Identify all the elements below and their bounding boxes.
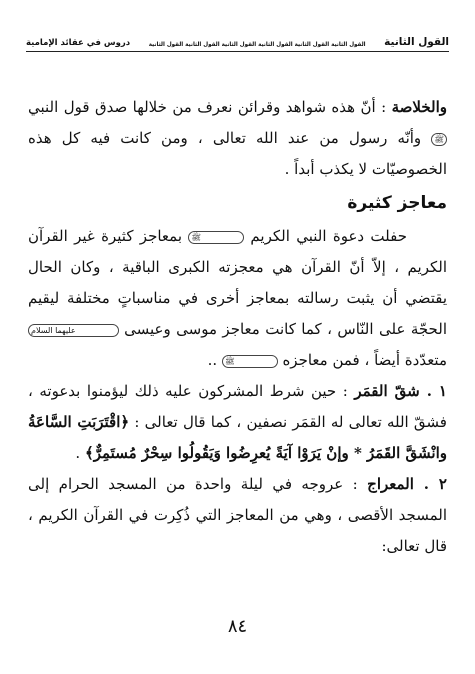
quran-verse: ﴿اقْتَرَبَتِ السَّاعَةُ وانْشَقَّ القَمَرُ * وإنْ يَرَوْا آيَةً يُعرِضُوا وَيَقُولُوا سِحْرٌ مُستَمِرٌّ﴾ — [28, 413, 447, 462]
conclusion-label: والخلاصة — [391, 98, 447, 116]
pbuh-symbol: ﷺ — [222, 355, 278, 368]
conclusion-text-2: وأنّه رسول من عند الله تعالى ، ومن كانت فيه كل هذه الخصوصيّات لا يكذب أبداً . — [28, 129, 447, 178]
pbuh-symbol: ﷺ — [188, 231, 244, 244]
pbuh-symbol: ﷺ — [431, 133, 447, 146]
header-section-title: القول الثانية — [384, 36, 449, 48]
item1-end: . — [75, 444, 81, 462]
header-book-title: دروس في عقائد الإمامية — [26, 38, 131, 48]
item2-text: : عروجه في ليلة واحدة من المسجد الحرام إلى المسجد الأقصى ، وهي من المعاجز التي ذُكِرت في القرآن الكريم ، قال تعالى: — [28, 475, 447, 555]
list-item-1 — [28, 376, 447, 469]
para2-part1: حفلت دعوة النبي الكريم — [250, 227, 407, 245]
peace-be-upon-them-symbol: عليهما السلام — [28, 324, 119, 337]
miracles-paragraph — [28, 221, 447, 376]
page-number: ٨٤ — [227, 616, 248, 637]
item1-text: : حين شرط المشركون عليه ذلك ليؤمنوا بدعوته ، فشقّ الله تعالى له القمَر نصفين ، كما قال تعالى : — [28, 382, 447, 431]
conclusion-paragraph — [28, 92, 447, 185]
list-item-2 — [28, 469, 447, 562]
header-rule — [26, 51, 449, 52]
para2-part2: بمعاجز كثيرة غير القرآن الكريم ، إلاّ أنّ القرآن هي معجزته الكبرى الباقية ، وكان الحال يقتضي أن يثبت رسالته بمعاجز أخرى في مناسباتٍ مختلفة ليقيم الحجّة على النّاس ، كما كانت معاجز موسى وعيسى — [28, 227, 447, 338]
para2-end: .. — [207, 351, 218, 369]
item2-label: ٢ . المعراج — [367, 475, 447, 493]
header-repeated-title: القول الثانية القول الثانية القول الثانية القول الثانية القول الثانية القول الثانية — [148, 42, 366, 48]
section-heading: معاجز كثيرة — [347, 193, 447, 213]
item1-label: ١ . شقّ القمَر — [354, 382, 447, 400]
running-header — [26, 30, 449, 48]
page-body — [28, 92, 447, 562]
para2-part3: متعدّدة أيضاً ، فمن معاجزه — [282, 351, 447, 369]
conclusion-text-1: : أنّ هذه شواهد وقرائن نعرف من خلالها صدق قول النبي — [28, 98, 387, 116]
